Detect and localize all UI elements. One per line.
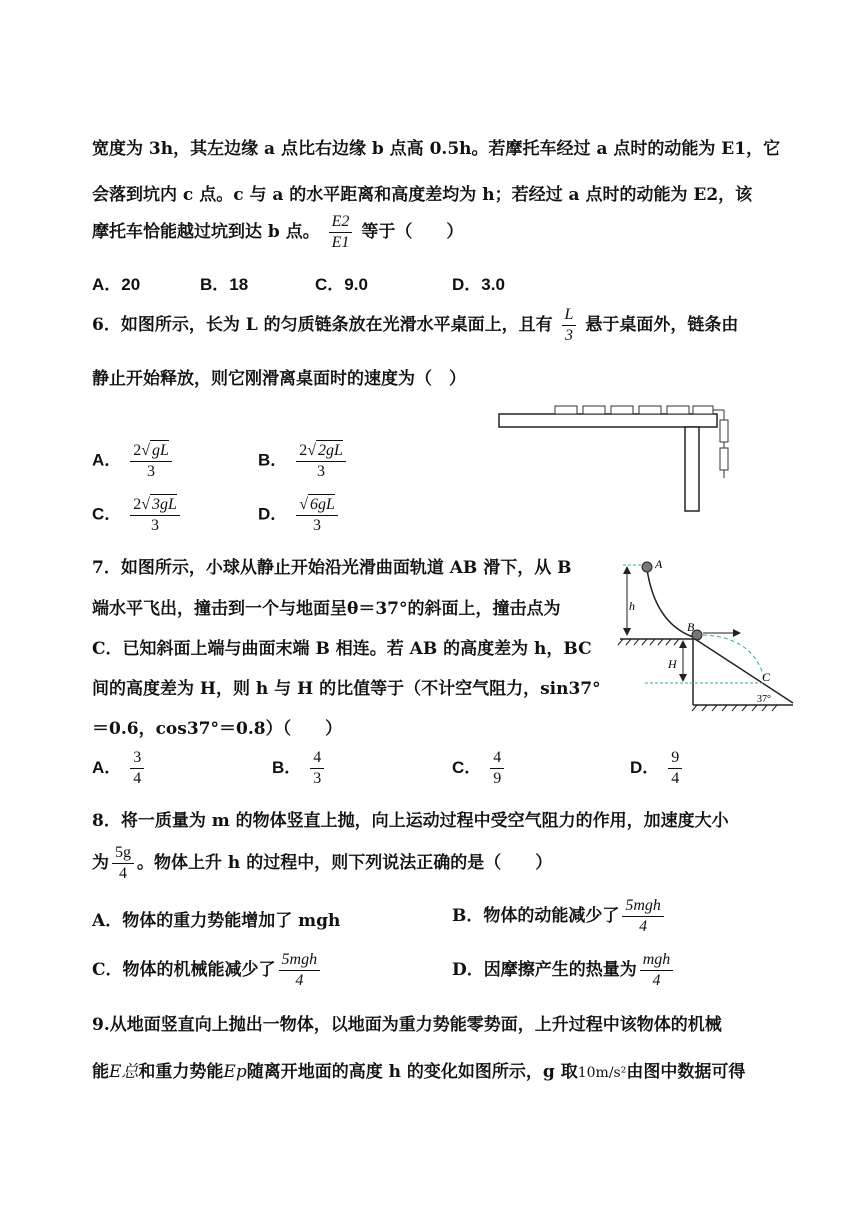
- q7-a-num: 3: [130, 748, 144, 769]
- fig-label-c: C: [762, 670, 771, 684]
- q7-line1: 7．如图所示，小球从静止开始沿光滑曲面轨道 AB 滑下，从 B: [92, 558, 572, 578]
- q7-option-b-frac: [310, 748, 324, 789]
- q9-symbol-etotal: E总: [109, 1062, 139, 1082]
- q6-line1: [92, 305, 738, 346]
- q8-option-d-text: D．因摩擦产生的热量为: [452, 960, 637, 980]
- q7-option-b-label: B．: [272, 758, 302, 777]
- q6-frac-num: L: [562, 305, 577, 326]
- q9-line2-d: 由图中数据可得: [626, 1062, 746, 1082]
- q9-line2-c: 随离开地面的高度 h 的变化如图所示，g 取: [246, 1062, 578, 1082]
- q6-a-coef: 2: [133, 442, 142, 459]
- q9-symbol-ep: Ep: [223, 1062, 247, 1082]
- q6-frac-den: 3: [565, 327, 573, 344]
- q8-option-a[interactable]: A．物体的重力势能增加了 mgh: [92, 911, 341, 931]
- q5-option-d[interactable]: D．3.0: [452, 275, 505, 294]
- q7-option-a[interactable]: [92, 748, 147, 789]
- q7-b-den: 3: [313, 770, 322, 787]
- q5-option-a[interactable]: A．20: [92, 275, 141, 294]
- q6-option-b-label: B．: [258, 450, 288, 470]
- q8-b-num: 5mgh: [622, 896, 664, 917]
- q6-fraction: [562, 305, 577, 346]
- q6-line1-pre: 6．如图所示，长为 L 的匀质链条放在光滑水平桌面上，且有: [92, 315, 553, 335]
- q6-d-den: 3: [313, 517, 322, 534]
- q8-b-den: 4: [639, 918, 648, 935]
- q7-line3: C．已知斜面上端与曲面末端 B 相连。若 AB 的高度差为 h，BC: [92, 639, 592, 659]
- q5-line3-post: 等于（ ）: [361, 222, 464, 242]
- q8-d-num: mgh: [640, 950, 674, 971]
- q7-line5: ＝0.6，cos37°＝0.8）（ ）: [92, 719, 343, 739]
- q7-option-a-frac: [130, 748, 144, 789]
- q9-line2-b: 和重力势能: [138, 1062, 224, 1082]
- q8-option-b-text: B．物体的动能减少了: [452, 906, 620, 926]
- q9-unit: 10m/s²: [577, 1065, 627, 1081]
- q6-c-coef: 2: [133, 496, 142, 513]
- q7-option-d[interactable]: [630, 748, 685, 789]
- q6-a-radicand: gL: [151, 442, 169, 459]
- q8-frac-num: 5g: [112, 843, 134, 864]
- q6-b-den: 3: [317, 463, 326, 480]
- q6-option-a[interactable]: [92, 440, 175, 482]
- q7-b-num: 4: [310, 748, 324, 769]
- q6-option-c-label: C．: [92, 504, 122, 524]
- q6-line1-post: 悬于桌面外，链条由: [585, 315, 739, 335]
- q7-option-a-label: A．: [92, 758, 122, 777]
- q5-ratio-fraction: [329, 212, 353, 253]
- q7-option-c-label: C．: [452, 758, 482, 777]
- q6-option-a-label: A．: [92, 450, 122, 470]
- q7-d-num: 9: [668, 748, 682, 769]
- q6-option-d[interactable]: [258, 494, 341, 536]
- chain-table-figure: [495, 398, 740, 513]
- q8-d-den: 4: [652, 972, 661, 989]
- q8-line2-pre: 为: [92, 853, 109, 873]
- q6-option-b-frac: $\frac{2√ 2gL}{3}$: [296, 440, 346, 482]
- q8-option-c-text: C．物体的机械能减少了: [92, 960, 276, 980]
- q5-frac-num: E2: [329, 212, 353, 233]
- q6-a-den: 3: [147, 463, 156, 480]
- fig-label-angle: 37°: [757, 694, 771, 705]
- q6-option-a-frac: $\frac{2√ gL}{3}$: [130, 440, 172, 482]
- q6-c-den: 3: [151, 517, 160, 534]
- q5-line3: [92, 212, 463, 253]
- q8-option-b-frac: [622, 896, 664, 937]
- q7-option-b[interactable]: [272, 748, 327, 789]
- q8-option-d[interactable]: [452, 950, 676, 991]
- q8-option-b[interactable]: [452, 896, 667, 937]
- q6-line2: 静止开始释放，则它刚滑离桌面时的速度为（ ）: [92, 369, 466, 389]
- q6-option-c[interactable]: [92, 494, 183, 536]
- q5-frac-den: E1: [331, 234, 350, 251]
- q7-a-den: 4: [133, 770, 142, 787]
- q8-option-c[interactable]: [92, 950, 323, 991]
- q8-line2-post: 。物体上升 h 的过程中，则下列说法正确的是（ ）: [137, 853, 553, 873]
- q8-option-c-frac: [279, 950, 321, 991]
- q6-option-d-label: D．: [258, 504, 288, 524]
- q7-option-c[interactable]: [452, 748, 507, 789]
- fig-label-b: B: [687, 620, 695, 634]
- q7-option-c-frac: [490, 748, 504, 789]
- q8-c-den: 4: [295, 972, 304, 989]
- q7-line2: 端水平飞出，撞击到一个与地面呈θ＝37°的斜面上，撞击点为: [92, 599, 561, 619]
- q5-line1: 宽度为 3h，其左边缘 a 点比右边缘 b 点高 0.5h。若摩托车经过 a 点时的动能为 E1，它: [92, 139, 781, 159]
- q5-line2: 会落到坑内 c 点。c 与 a 的水平距离和高度差均为 h；若经过 a 点时的动能为 E2，该: [92, 185, 753, 205]
- q9-line2-a: 能: [92, 1062, 109, 1082]
- fig-label-H: H: [668, 657, 677, 671]
- q6-b-radicand: 2gL: [317, 442, 343, 459]
- q8-accel-frac: [112, 843, 134, 884]
- q5-option-b[interactable]: B．18: [200, 275, 249, 294]
- q7-option-d-label: D．: [630, 758, 660, 777]
- q6-option-c-frac: $\frac{2√ 3gL}{3}$: [130, 494, 180, 536]
- q7-line4: 间的高度差为 H，则 h 与 H 的比值等于（不计空气阻力，sin37°: [92, 679, 601, 699]
- q8-c-num: 5mgh: [279, 950, 321, 971]
- q8-option-d-frac: [640, 950, 674, 991]
- q8-frac-den: 4: [119, 865, 127, 882]
- q5-line3-pre: 摩托车恰能越过坑到达 b 点。: [92, 222, 320, 242]
- q7-d-den: 4: [671, 770, 680, 787]
- q6-b-coef: 2: [299, 442, 308, 459]
- q7-c-num: 4: [490, 748, 504, 769]
- q6-option-b[interactable]: [258, 440, 349, 482]
- q7-c-den: 9: [493, 770, 502, 787]
- q8-line2: [92, 843, 552, 884]
- fig-label-a: A: [655, 557, 663, 571]
- q6-option-d-frac: $\frac{√ 6gL}{3}$: [296, 494, 338, 536]
- q5-option-c[interactable]: C．9.0: [315, 275, 368, 294]
- fig-label-h: h: [629, 599, 635, 613]
- q8-line1: 8．将一质量为 m 的物体竖直上抛，向上运动过程中受空气阻力的作用，加速度大小: [92, 811, 729, 831]
- incline-figure: [615, 553, 800, 713]
- q6-d-radicand: 6gL: [309, 496, 335, 513]
- q9-line1: 9.从地面竖直向上抛出一物体，以地面为重力势能零势面，上升过程中该物体的机械: [92, 1015, 722, 1035]
- q9-line2: [92, 1057, 745, 1082]
- q6-c-radicand: 3gL: [151, 496, 177, 513]
- q7-option-d-frac: [668, 748, 682, 789]
